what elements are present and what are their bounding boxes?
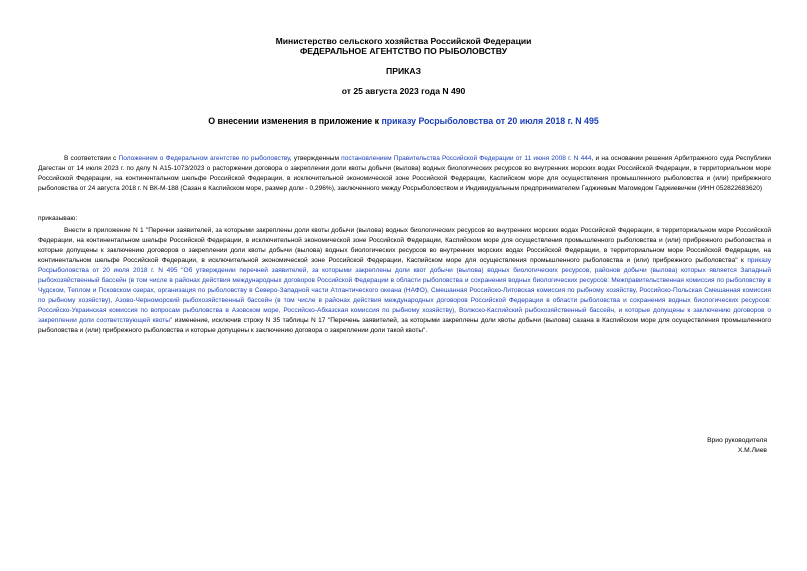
document-type: ПРИКАЗ bbox=[386, 66, 421, 76]
ministry-name: Министерство сельского хозяйства Российской Федерации bbox=[275, 36, 532, 46]
body-text-2: изменение, исключив строку N 35 таблицы N 17 "Перечень заявителей, за которыми закреплены доли квоты добычи (вылова) сазана в Каспийском море для осуществления промышленного рыболовства и (или) прибрежного рыболовства и которые допущены к заключению договора о закреплении доли такой квоты". bbox=[38, 317, 771, 334]
signatory-position: Врио руководителя bbox=[707, 437, 767, 444]
title-order-link[interactable]: приказу Росрыболовства от 20 июля 2018 г. N 495 bbox=[381, 116, 599, 126]
order-body-paragraph bbox=[38, 226, 771, 336]
preamble-text-2: , утвержденным bbox=[289, 155, 342, 162]
order-495-link[interactable]: приказу Росрыболовства от 20 июля 2018 г. N 495 bbox=[38, 257, 771, 274]
document-date-number: от 25 августа 2023 года N 490 bbox=[341, 86, 466, 96]
preamble-text-1: В соответствии с bbox=[64, 155, 119, 162]
regulation-link[interactable]: Положением о Федеральном агентстве по рыболовству bbox=[118, 155, 290, 162]
agency-name: ФЕДЕРАЛЬНОЕ АГЕНТСТВО ПО РЫБОЛОВСТВУ bbox=[299, 46, 508, 56]
body-text-1: Внести в приложение N 1 "Перечни заявителей, за которыми закреплены доли квоты добычи (вылова) водных биологических ресурсов во внутренних морских водах Российской Федерации, в территориальном море Российской Федерации, на континентальном шельфе Российской Федерации, в исключительной экономической зоне Российской Федерации, Каспийском море для осуществления промышленного рыболовства и (или) прибрежного рыболовства и которые допущены к заключению договоров о закреплении доли квоты добычи (вылова) водных биологических ресурсов во внутренних морских водах Российской Федерации, в территориальном море Российской Федерации, на континентальном шельфе Российской Федерации, в исключительной экономической зоне Российской Федерации, Каспийском море для осуществления промышленного рыболовства и (или) прибрежного рыболовства" к bbox=[38, 227, 771, 264]
document-title bbox=[0, 116, 807, 127]
signatory-name: Х.М.Лиев bbox=[737, 447, 767, 454]
preamble-paragraph bbox=[38, 154, 771, 194]
title-text: О внесении изменения в приложение к bbox=[208, 116, 382, 126]
government-decree-link[interactable]: постановлением Правительства Российской Федерации от 11 июня 2008 г. N 444 bbox=[341, 155, 592, 162]
preamble-text-3: , и на основании решения Арбитражного суда Республики Дагестан от 14 июля 2023 г. по делу N А15-1073/2023 о расторжении договора о закреплении доли квоты добычи (вылова) водных биологических ресурсов во внутренних морских водах Российской Федерации, в территориальном море Российской Федерации, на континентальном шельфе Российской Федерации, в исключительной экономической зоне Российской Федерации, Каспийском море для осуществления промышленного рыболовства и (или) прибрежного рыболовства от 24 августа 2018 г. N ВК-М-188 (Сазан в Каспийском море, размер доли - 0,296%), заключенного между Росрыболовством и Индивидуальным предпринимателем Гаджиевым Магомедом Гаджиевичем (ИНН 052822683620) bbox=[38, 155, 772, 192]
order-word: приказываю: bbox=[38, 215, 78, 222]
order-495-title-link[interactable]: "Об утверждении перечней заявителей, за которыми закреплены доли квот добычи (вылова) водных биологических ресурсов, районов добычи (вылова) которых является Западный рыбохозяйственный бассейн (в том числе в районах действия международных договоров Российской Федерации в области рыболовства и сохранения водных биологических ресурсов: Межправительственная комиссия по рыболовству в Чудском, Теплом и Псковском озерах, организация по рыболовству в Северо-Западной части Атлантического океана (НАФО), Смешанная Российско-Литовская комиссия по рыбному хозяйству, Российско-Польская Смешанная комиссия по рыбному хозяйству), Азово-Черноморский рыбохозяйственный бассейн (в том числе в районах действия международных договоров Российской Федерации в области рыболовства и сохранения водных биологических ресурсов: Российско-Украинская комиссия по вопросам рыболовства в Азовском море, Российско-Абхазская комиссия по рыбному хозяйству), Волжско-Каспийский рыбохозяйственный бассейн, и которые допущены к заключению договоров о закреплении доли соответствующей квоты" bbox=[38, 267, 771, 324]
